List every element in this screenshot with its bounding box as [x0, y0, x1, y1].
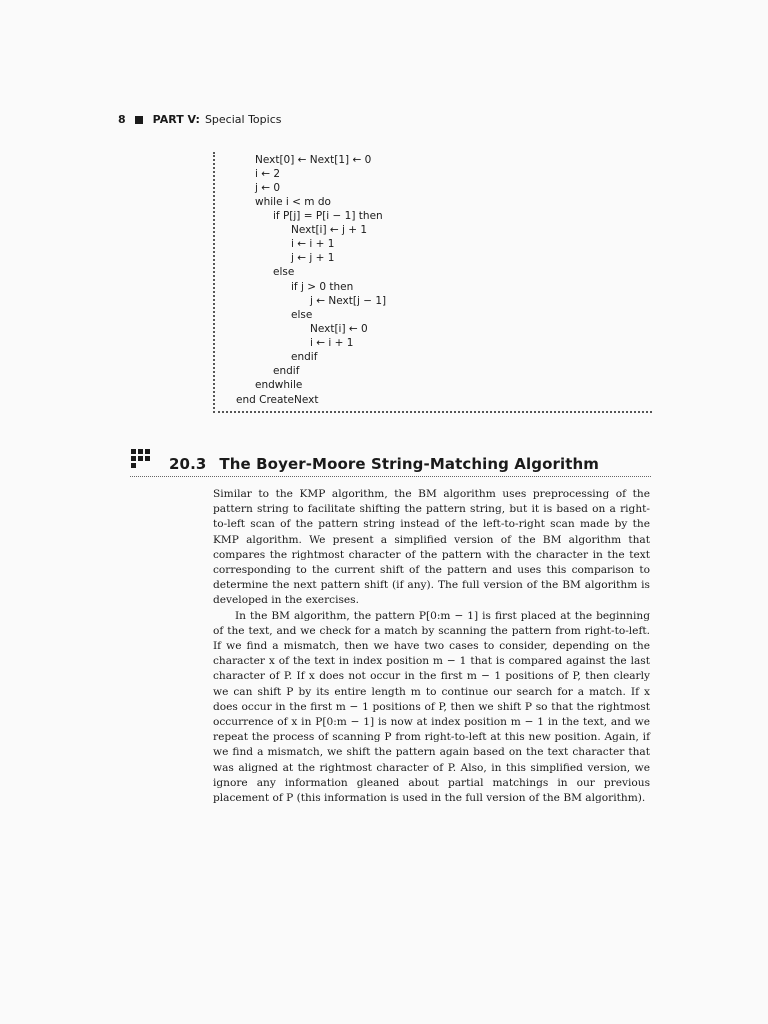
section-heading [169, 455, 599, 473]
part-label: PART V: [152, 113, 200, 126]
section-title: The Boyer-Moore String-Matching Algorithm [219, 455, 600, 473]
running-header [118, 113, 281, 126]
code-line: while i < m do [255, 196, 331, 208]
code-line: Next[0] ← Next[1] ← 0 [255, 154, 372, 166]
code-line: end CreateNext [236, 394, 319, 406]
section-number: 20.3 [169, 455, 207, 473]
page-number: 8 [118, 113, 126, 126]
paragraph: In the BM algorithm, the pattern P[0:m − 1] is first placed at the beginning of the text, and we check for a match by scanning the pattern from right-to-left. If we find a mismatch, then we have two cases to consider, depending on the character x of the text in index position m − 1 that is compared against the last character of P. If x does not occur in the first m − 1 positions of P, then clearly we can shift P by its entire length m to continue our search for a match. If x does occur in the first m − 1 positions of P, then we shift P so that the rightmost occurrence of x in P[0:m − 1] is now at index position m − 1 in the text, and we repeat the process of scanning P from right-to-left at this new position. Again, if we find a mismatch, we shift the pattern again based on the text character that was aligned at the rightmost character of P. Also, in this simplified version, we ignore any information gleaned about partial matchings in our previous placement of P (this information is used in the full version of the BM algorithm). [213, 609, 650, 805]
code-line: j ← 0 [255, 182, 281, 194]
code-line: Next[i] ← j + 1 [291, 224, 368, 236]
code-line: endwhile [255, 379, 303, 391]
code-line: i ← i + 1 [291, 238, 335, 250]
header-square-bullet [135, 116, 143, 124]
code-line: endif [291, 351, 318, 363]
code-line: j ← Next[j − 1] [310, 295, 387, 307]
code-line: else [273, 266, 295, 278]
code-line: else [291, 309, 313, 321]
code-line: endif [273, 365, 300, 377]
code-line: j ← j + 1 [291, 252, 335, 264]
part-title: Special Topics [204, 113, 282, 126]
section-icon [131, 449, 153, 470]
paragraph: Similar to the KMP algorithm, the BM algorithm uses preprocessing of the pattern string to facilitate shifting the pattern string, but it is based on a right-to-left scan of the pattern string instead of the left-to-right scan made by the KMP algorithm. We present a simplified version of the BM algorithm that compares the rightmost character of the pattern with the character in the text corresponding to the current shift of the pattern and uses this comparison to determine the next pattern shift (if any). The full version of the BM algorithm is developed in the exercises. [213, 488, 650, 607]
code-line: if P[j] = P[i − 1] then [273, 210, 383, 222]
section-divider [130, 476, 651, 477]
code-line: i ← 2 [255, 168, 281, 180]
code-line: Next[i] ← 0 [310, 323, 368, 335]
body-text [213, 487, 650, 806]
code-line: if j > 0 then [291, 281, 354, 293]
code-line: i ← i + 1 [310, 337, 354, 349]
